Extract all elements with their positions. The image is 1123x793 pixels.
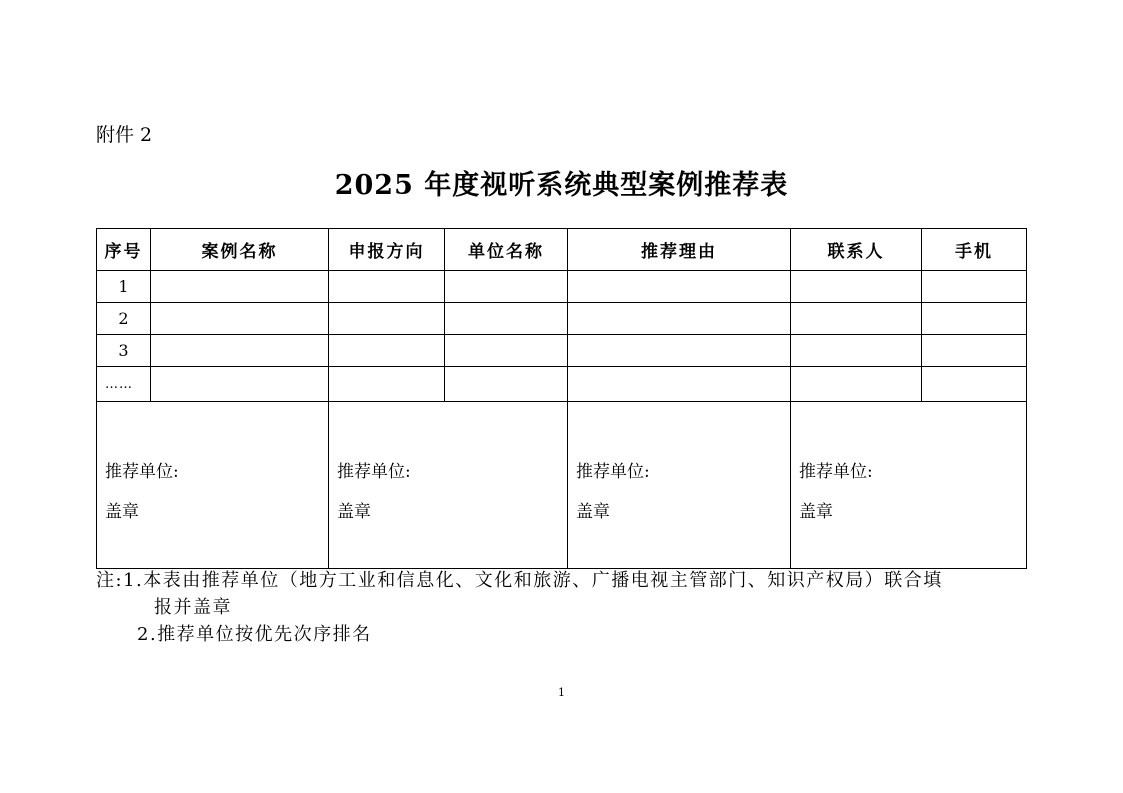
note-1-line-1: 1.本表由推荐单位（地方工业和信息化、文化和旅游、广播电视主管部门、知识产权局）联合填	[123, 570, 943, 591]
sign-block[interactable]	[791, 402, 1027, 569]
reason-cell[interactable]	[568, 335, 791, 367]
case-name-cell[interactable]	[151, 303, 329, 335]
unit-name-cell[interactable]	[445, 303, 568, 335]
recommend-unit-label: 推荐单位:	[337, 462, 411, 482]
note-2: 2.推荐单位按优先次序排名	[137, 624, 372, 645]
phone-cell[interactable]	[922, 303, 1027, 335]
header-phone: 手机	[922, 229, 1027, 271]
header-unit-name: 单位名称	[445, 229, 568, 271]
table-header-row	[97, 229, 1027, 271]
sign-block[interactable]	[568, 402, 791, 569]
reason-cell[interactable]	[568, 303, 791, 335]
direction-cell[interactable]	[329, 367, 445, 402]
contact-cell[interactable]	[791, 367, 922, 402]
reason-cell[interactable]	[568, 271, 791, 303]
recommend-unit-label: 推荐单位:	[105, 462, 179, 482]
header-reason: 推荐理由	[568, 229, 791, 271]
recommendation-table	[96, 228, 1027, 569]
table-row	[97, 303, 1027, 335]
phone-cell[interactable]	[922, 335, 1027, 367]
row-index-ellipsis: ……	[97, 367, 151, 402]
case-name-cell[interactable]	[151, 271, 329, 303]
case-name-cell[interactable]	[151, 367, 329, 402]
table-row	[97, 271, 1027, 303]
recommend-unit-label: 推荐单位:	[799, 462, 873, 482]
direction-cell[interactable]	[329, 271, 445, 303]
seal-label: 盖章	[576, 502, 610, 522]
sign-block[interactable]	[329, 402, 568, 569]
seal-label: 盖章	[799, 502, 833, 522]
sign-row	[97, 402, 1027, 569]
unit-name-cell[interactable]	[445, 335, 568, 367]
case-name-cell[interactable]	[151, 335, 329, 367]
sign-block[interactable]	[97, 402, 329, 569]
header-contact: 联系人	[791, 229, 922, 271]
table-row	[97, 367, 1027, 402]
page-title: 2025 年度视听系统典型案例推荐表	[334, 170, 789, 201]
header-index: 序号	[97, 229, 151, 271]
attachment-label: 附件 2	[96, 124, 153, 146]
reason-cell[interactable]	[568, 367, 791, 402]
header-case-name: 案例名称	[151, 229, 329, 271]
note-1-line-2: 报并盖章	[154, 597, 232, 618]
recommend-unit-label: 推荐单位:	[576, 462, 650, 482]
notes-prefix: 注:	[96, 570, 124, 591]
phone-cell[interactable]	[922, 271, 1027, 303]
page-number: 1	[558, 686, 565, 699]
table-row	[97, 335, 1027, 367]
direction-cell[interactable]	[329, 303, 445, 335]
notes	[96, 567, 943, 648]
row-index: 1	[97, 271, 151, 303]
seal-label: 盖章	[337, 502, 371, 522]
seal-label: 盖章	[105, 502, 139, 522]
unit-name-cell[interactable]	[445, 367, 568, 402]
direction-cell[interactable]	[329, 335, 445, 367]
contact-cell[interactable]	[791, 271, 922, 303]
phone-cell[interactable]	[922, 367, 1027, 402]
header-direction: 申报方向	[329, 229, 445, 271]
row-index: 2	[97, 303, 151, 335]
contact-cell[interactable]	[791, 335, 922, 367]
row-index: 3	[97, 335, 151, 367]
contact-cell[interactable]	[791, 303, 922, 335]
unit-name-cell[interactable]	[445, 271, 568, 303]
